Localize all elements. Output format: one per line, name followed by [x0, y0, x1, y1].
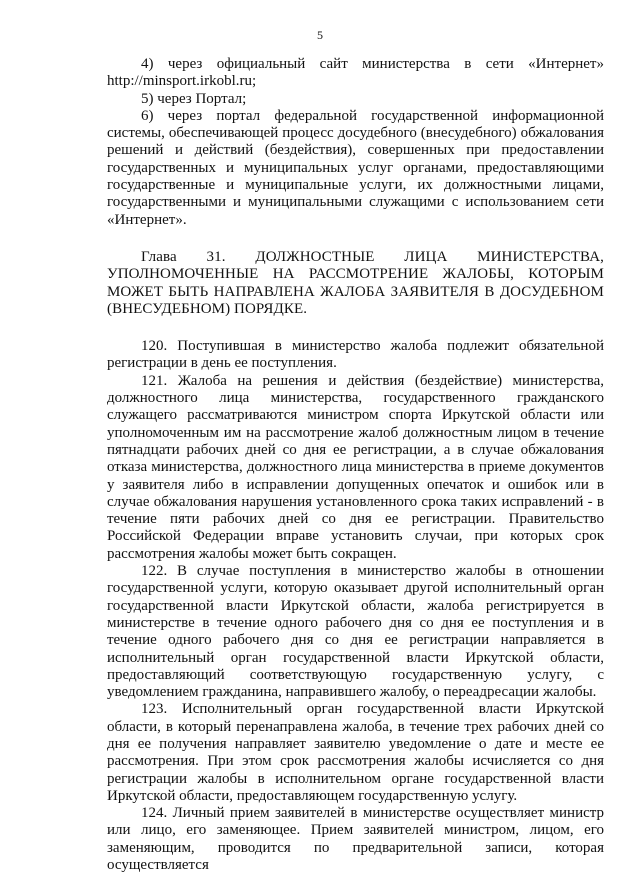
paragraph-121: 121. Жалоба на решения и действия (бездействие) министерства, должностного лица министерства, государственного гражданского служащего рассматриваются министром спорта Иркутской области или уполномоченным им на рассмотрение жалоб должностным лицом в течение пятнадцати рабочих дней со дня ее регистрации, а в случае обжалования отказа министерства, должностного лица министерства в приеме документов у заявителя либо в исправлении допущенных опечаток и ошибок или в случае обжалования нарушения установленного срока таких исправлений - в течение пяти рабочих дней со дня ее регистрации. Правительство Российской Федерации вправе установить случаи, при которых срок рассмотрения жалобы может быть сокращен.	[107, 372, 604, 562]
paragraph-item-5: 5) через Портал;	[141, 90, 247, 107]
chapter-heading: Глава 31. ДОЛЖНОСТНЫЕ ЛИЦА МИНИСТЕРСТВА, УПОЛНОМОЧЕННЫЕ НА РАССМОТРЕНИЕ ЖАЛОБЫ, КОТОРЫМ МОЖЕТ БЫТЬ НАПРАВЛЕНА ЖАЛОБА ЗАЯВИТЕЛЯ В ДОСУДЕБНОМ (ВНЕСУДЕБНОМ) ПОРЯДКЕ.	[107, 248, 604, 317]
page-number: 5	[317, 28, 323, 42]
paragraph-item-4: 4) через официальный сайт министерства в сети «Интернет» http://minsport.irkobl.ru;	[107, 56, 604, 90]
spacer	[107, 229, 604, 249]
paragraph-item-6: 6) через портал федеральной государственной информационной системы, обеспечивающей процесс досудебного (внесудебного) обжалования решений и действий (бездействия), совершенных при предоставлении государственных и муниципальных услуг органами, предоставляющими государственные и муниципальные услуги, их должностными лицами, государственными и муниципальными служащими с использованием сети «Интернет».	[107, 107, 604, 228]
spacer	[107, 318, 604, 338]
paragraph-124: 124. Личный прием заявителей в министерстве осуществляет министр или лицо, его заменяющее. Прием заявителей министром, лицом, его заменяющим, проводится по предварительной записи, которая осуществляется	[107, 805, 604, 874]
paragraph-122: 122. В случае поступления в министерство жалобы в отношении государственной услуги, которую оказывает другой исполнительный орган государственной власти Иркутской области, жалоба регистрируется в министерстве в течение одного рабочего дня со дня ее поступления и в течение одного рабочего дня со дня ее регистрации направляется в исполнительный орган государственной власти Иркутской области, предоставляющий соответствующую государственную услугу, с уведомлением гражданина, направившего жалобу, о переадресации жалобы.	[107, 563, 604, 701]
paragraph-123: 123. Исполнительный орган государственной власти Иркутской области, в который перенаправлена жалоба, в течение трех рабочих дней со дня ее получения направляет заявителю уведомление о дате и месте ее рассмотрения. При этом срок рассмотрения жалобы исчисляется со дня регистрации жалобы в исполнительном органе государственной власти Иркутской области, предоставляющем государственную услугу.	[107, 701, 604, 804]
document-body	[107, 56, 604, 874]
paragraph-120: 120. Поступившая в министерство жалоба подлежит обязательной регистрации в день ее поступления.	[107, 338, 604, 372]
